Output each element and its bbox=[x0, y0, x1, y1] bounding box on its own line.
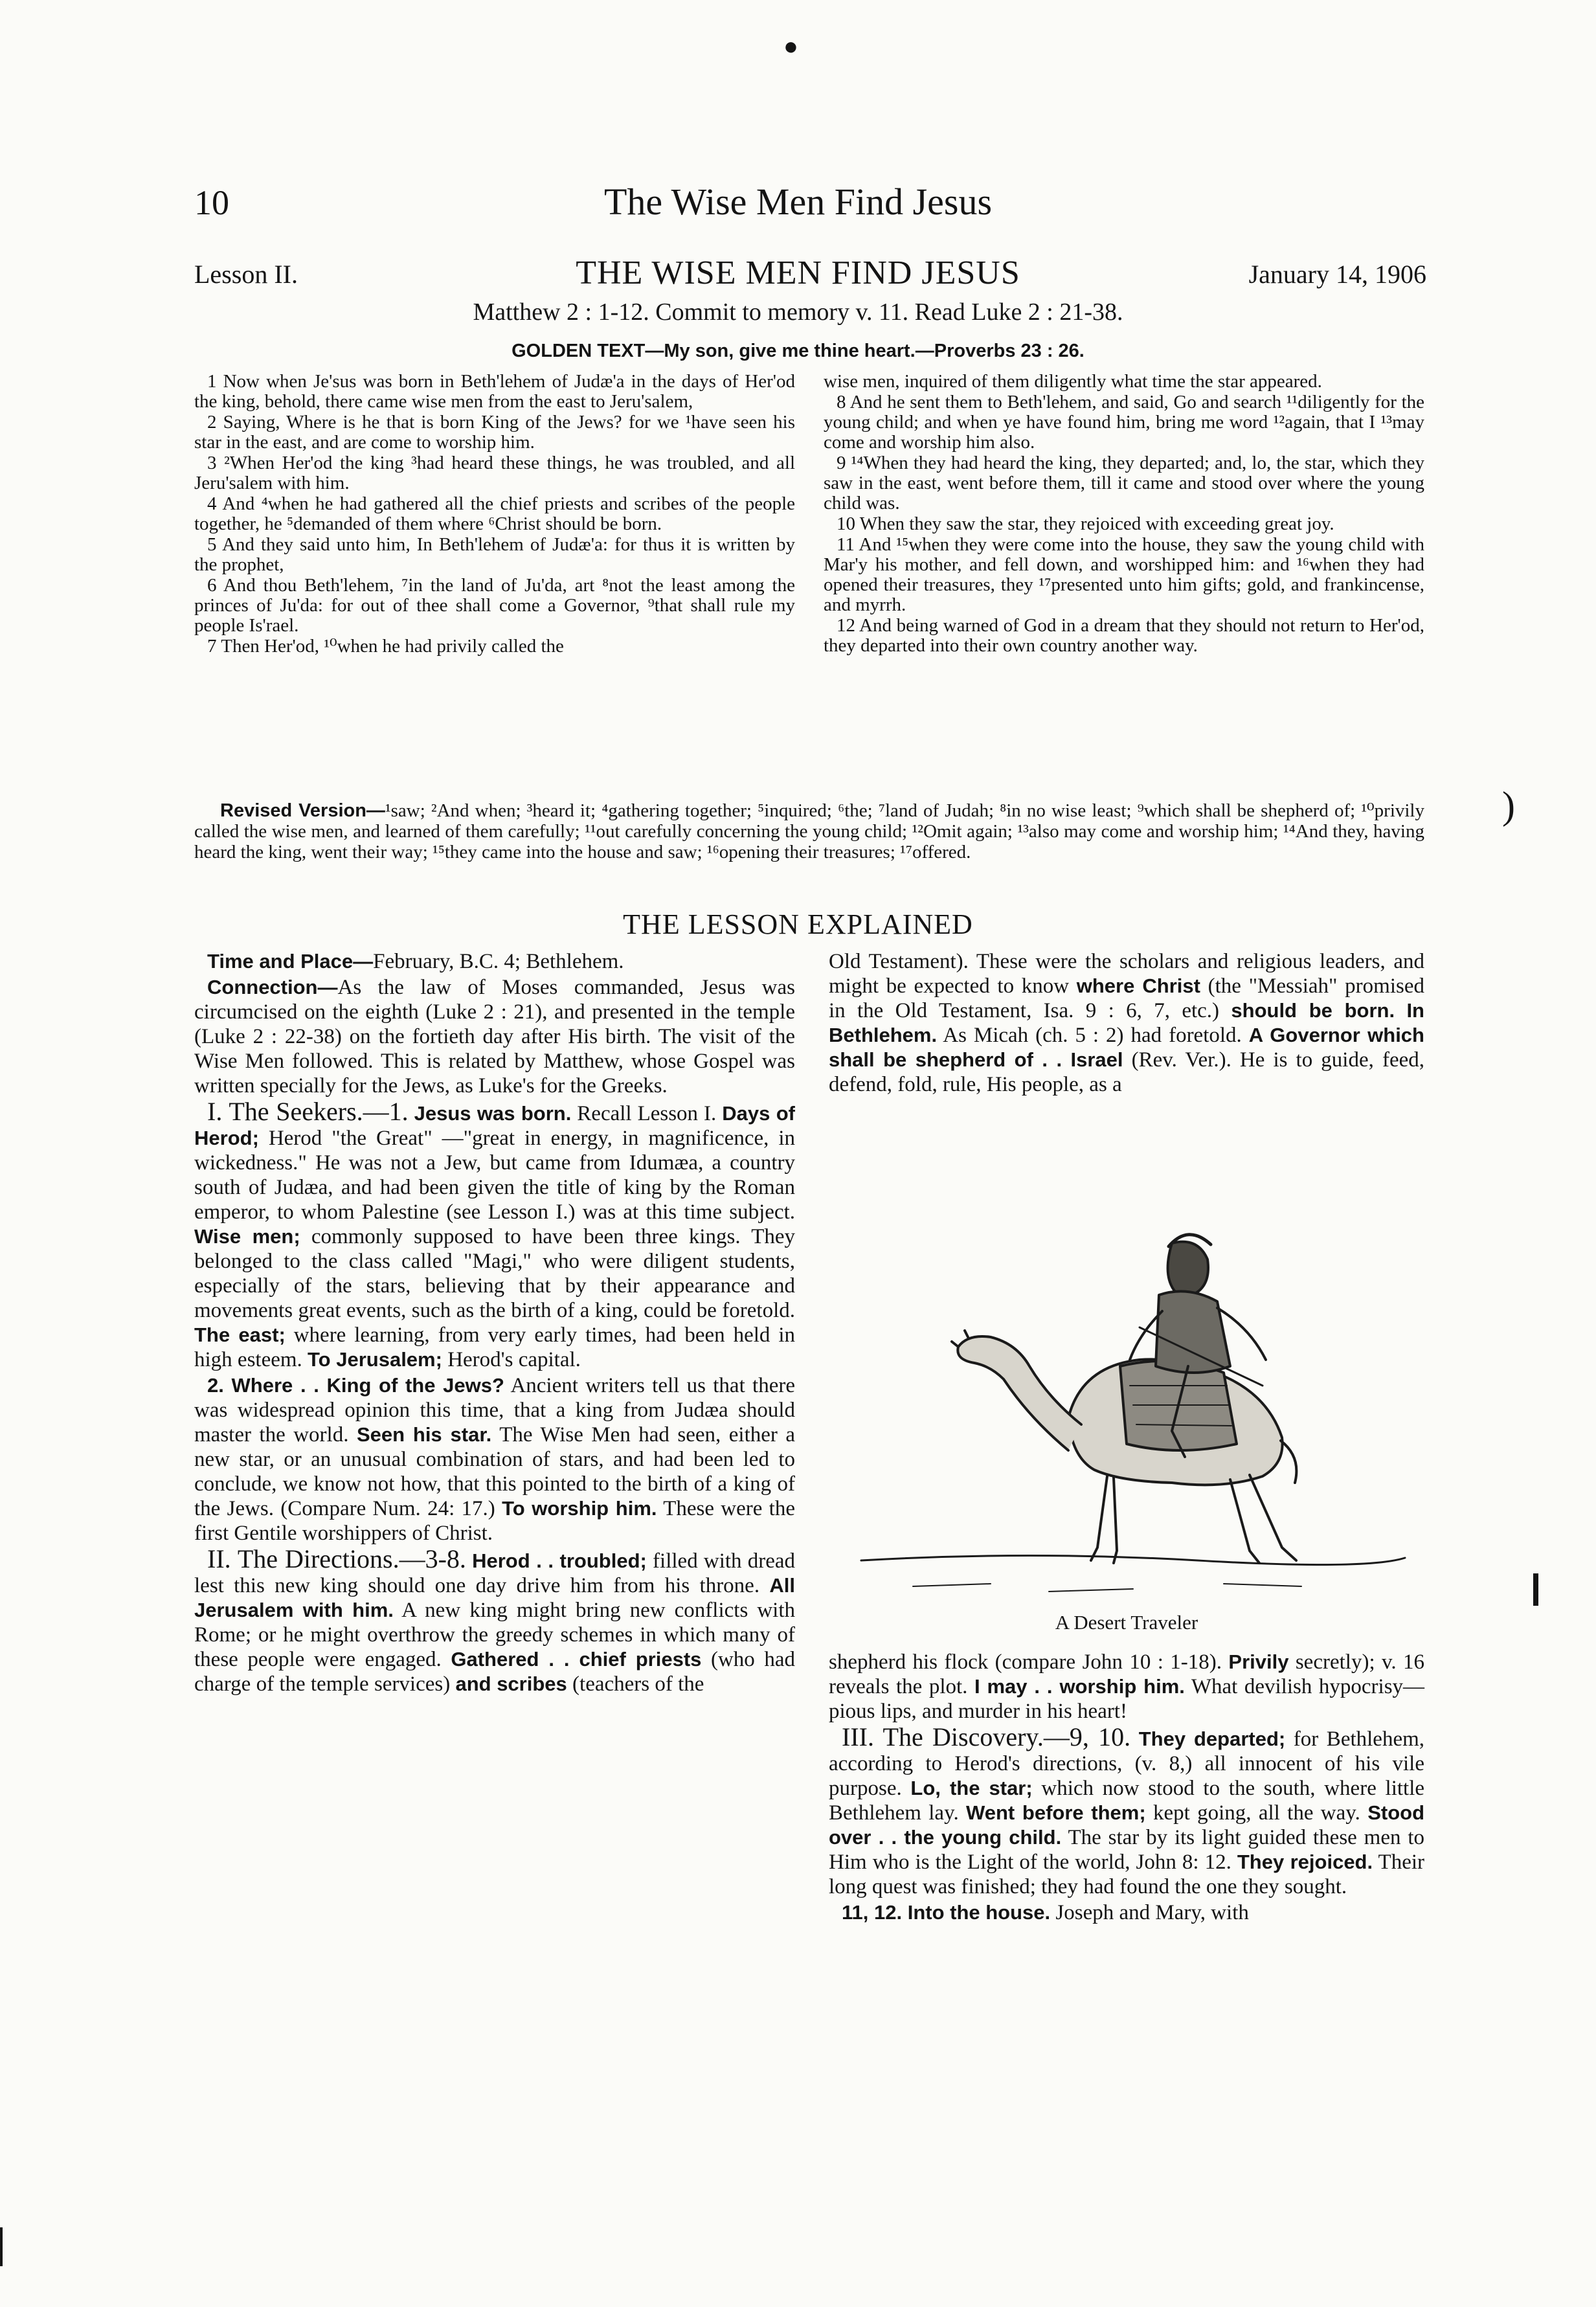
paragraph bbox=[829, 1650, 1424, 1724]
verse: 3 ²When Her'od the king ³had heard these things, he was troubled, and all Jeru'salem with him. bbox=[194, 453, 795, 493]
term: Days of Herod; bbox=[194, 1102, 795, 1149]
term: They departed; bbox=[1138, 1727, 1286, 1750]
text: The star by its light guided these men to Him who is the Light of the world, John 8: 12. bbox=[829, 1826, 1424, 1874]
term: and scribes bbox=[455, 1672, 567, 1695]
term: I may . . worship him. bbox=[974, 1675, 1185, 1698]
revised-version-notes bbox=[194, 800, 1424, 862]
time-and-place bbox=[194, 949, 795, 974]
verse: 9 ¹⁴When they had heard the king, they departed; and, lo, the star, which they saw in the east, went before them, till it came and stood over where the young child was. bbox=[824, 453, 1424, 513]
verse: 5 And they said unto him, In Beth'lehem of Judæ'a: for thus it is written by the prophet, bbox=[194, 534, 795, 575]
scan-mark-right-lower bbox=[1533, 1573, 1538, 1606]
text: These were the first Gentile worshippers of Christ. bbox=[194, 1497, 795, 1545]
term: Went before them; bbox=[966, 1801, 1146, 1824]
term: should be born. bbox=[1231, 999, 1395, 1022]
verse: 6 And thou Beth'lehem, ⁷in the land of Ju'da, art ⁸not the least among the princes of Ju'da: for out of thee shall come a Governor, ⁹that shall rule my people Is'rael. bbox=[194, 575, 795, 636]
verse: 11 And ¹⁵when they were come into the house, they saw the young child with Mar'y his mother, and fell down, and worshipped him: and ¹⁶when they had opened their treasures, they ¹⁷presented unto him gifts; gold, and frankincense, and myrrh. bbox=[824, 534, 1424, 615]
label: Connection— bbox=[207, 976, 338, 998]
golden-text: GOLDEN TEXT—My son, give me thine heart.—Proverbs 23 : 26. bbox=[511, 341, 1085, 361]
scan-mark-right: ) bbox=[1502, 784, 1515, 827]
into-the-house bbox=[829, 1900, 1424, 1925]
verses-left-column bbox=[194, 372, 795, 657]
term: To Jerusalem; bbox=[308, 1348, 442, 1371]
text: A new king might bring new conflicts with Rome; or he might overthrow the greedy schemes in which many of these people were engaged. bbox=[194, 1599, 795, 1671]
paragraph bbox=[829, 949, 1424, 1097]
text: February, B.C. 4; Bethlehem. bbox=[373, 950, 624, 973]
text: (teachers of the bbox=[572, 1672, 704, 1696]
text: Old Testament). These were the scholars and religious leaders, and might be expected to know bbox=[829, 950, 1424, 998]
term: Wise men; bbox=[194, 1225, 300, 1248]
verse: 7 Then Her'od, ¹⁰when he had privily called the bbox=[207, 636, 564, 657]
term: 2. Where . . King of the Jews? bbox=[207, 1374, 504, 1397]
text: commonly supposed to have been three kings. They belonged to the class called "Magi," who were diligent students, especially of the stars, believing that by their appearance and movements great events, such as the birth of a king, could be foretold. bbox=[194, 1225, 795, 1322]
text: which now stood to the south, where little Bethlehem lay. bbox=[829, 1777, 1425, 1825]
verse: 2 Saying, Where is he that is born King of the Jews? for we ¹have seen his star in the east, and are come to worship him. bbox=[194, 412, 795, 453]
term: Gathered . . chief priests bbox=[451, 1648, 702, 1671]
text: (the "Messiah" promised in the Old Testament, Isa. 9 : 6, 7, etc.) bbox=[829, 974, 1424, 1022]
commentary-right-column-bottom bbox=[829, 1650, 1424, 1926]
text: for Bethlehem, according to Herod's directions, (v. 8,) all innocent of his vile purpose. bbox=[829, 1727, 1425, 1800]
term: Lo, the star; bbox=[910, 1777, 1033, 1799]
term: To worship him. bbox=[502, 1497, 657, 1520]
term: where Christ bbox=[1076, 974, 1200, 997]
where-king-of-jews bbox=[194, 1373, 795, 1546]
verse: 8 And he sent them to Beth'lehem, and said, Go and search ¹¹diligently for the young child; and when ye have found him, bring me word ¹²again, that I ¹³may come and worship him also. bbox=[824, 392, 1424, 453]
lesson-title: THE WISE MEN FIND JESUS bbox=[576, 254, 1020, 291]
lesson-explained-heading: THE LESSON EXPLAINED bbox=[623, 908, 973, 940]
section-discovery bbox=[829, 1722, 1425, 1899]
label: Time and Place— bbox=[207, 950, 374, 973]
term: Privily bbox=[1228, 1650, 1289, 1673]
text: Joseph and Mary, with bbox=[1055, 1901, 1249, 1924]
text: As Micah (ch. 5 : 2) had foretold. bbox=[943, 1024, 1242, 1047]
text: secretly); v. 16 reveals the plot. bbox=[829, 1650, 1424, 1698]
commentary-left-column bbox=[194, 949, 795, 1698]
text: kept going, all the way. bbox=[1153, 1801, 1360, 1825]
section-heading: II. The Directions.—3-8. bbox=[207, 1544, 466, 1573]
term: Jesus was born. bbox=[414, 1102, 572, 1125]
verses-right-column bbox=[824, 372, 1424, 657]
term: Stood over . . the young child. bbox=[829, 1801, 1425, 1849]
verse: 10 When they saw the star, they rejoiced with exceeding great joy. bbox=[837, 513, 1334, 534]
verse: 1 Now when Je'sus was born in Beth'lehem of Judæ'a in the days of Her'od the king, behold, there came wise men from the east to Jeru'salem, bbox=[194, 371, 795, 412]
revised-version-text: ¹saw; ²And when; ³heard it; ⁴gathering together; ⁵inquired; ⁶the; ⁷land of Judah; ⁸in no wise least; ⁹which shall be shepherd of; ¹⁰privily called the wise men, and learned of them carefully; ¹¹out carefully concerning the young child; ¹²Omit again; ¹³also may come and worship him; ¹⁴And they, having heard the king, went their way; ¹⁵they came into the house and saw; ¹⁶opening their treasures; ¹⁷offered. bbox=[194, 800, 1424, 862]
page-number: 10 bbox=[194, 183, 229, 222]
scripture-reference: Matthew 2 : 1-12. Commit to memory v. 11. Read Luke 2 : 21-38. bbox=[473, 298, 1123, 326]
text: As the law of Moses commanded, Jesus was circumcised on the eighth (Luke 2 : 21), and presented in the temple (Luke 2 : 22-38) on the fortieth day after His birth. The visit of the Wise Men followed. This is related by Matthew, whose Gospel was written specially for the Jews, as Luke's for the Greeks. bbox=[194, 976, 795, 1097]
connection bbox=[194, 975, 795, 1098]
section-heading: III. The Discovery.—9, 10. bbox=[842, 1722, 1131, 1751]
desert-traveler-illustration bbox=[835, 1172, 1418, 1625]
text: The Wise Men had seen, either a new star, or an unusual combination of stars, and had been led to conclude, we know not how, that this pointed to the birth of a king of the Jews. (Compare Num. 24: 17.) bbox=[194, 1423, 796, 1520]
text: Herod's capital. bbox=[447, 1348, 581, 1371]
running-title: The Wise Men Find Jesus bbox=[603, 181, 993, 223]
term: In Bethlehem. bbox=[829, 999, 1424, 1046]
term: All Jerusalem with him. bbox=[194, 1574, 795, 1621]
section-directions bbox=[194, 1544, 796, 1696]
lesson-date: January 14, 1906 bbox=[1248, 260, 1426, 289]
text: filled with dread lest this new king should one day drive him from his throne. bbox=[194, 1549, 796, 1597]
section-heading: I. The Seekers.—1. bbox=[207, 1097, 409, 1126]
page-ornament: ● bbox=[783, 33, 798, 60]
text: (who had charge of the temple services) bbox=[194, 1648, 796, 1696]
illustration-caption: A Desert Traveler bbox=[1055, 1611, 1198, 1634]
verse: 12 And being warned of God in a dream that they should not return to Her'od, they departed into their own country another way. bbox=[824, 615, 1424, 656]
text: Ancient writers tell us that there was widespread opinion this time, that a king from Judæa should master the world. bbox=[194, 1374, 796, 1446]
revised-version-label: Revised Version— bbox=[220, 800, 385, 821]
term: They rejoiced. bbox=[1237, 1851, 1373, 1873]
scan-mark-left bbox=[0, 2227, 3, 2266]
section-seekers bbox=[194, 1099, 795, 1372]
commentary-right-column-top bbox=[829, 949, 1424, 1098]
term: Seen his star. bbox=[356, 1423, 492, 1446]
verse: wise men, inquired of them diligently what time the star appeared. bbox=[824, 371, 1322, 392]
term: Herod . . troubled; bbox=[472, 1549, 647, 1572]
text: What devilish hypocrisy—pious lips, and murder in his heart! bbox=[829, 1675, 1425, 1723]
text: where learning, from very early times, had been held in high esteem. bbox=[194, 1323, 795, 1371]
text: Recall Lesson I. bbox=[577, 1102, 717, 1125]
verse: 4 And ⁴when he had gathered all the chief priests and scribes of the people together, he ⁵demanded of them where ⁶Christ should be born. bbox=[194, 493, 795, 534]
text: Herod "the Great" —"great in energy, in magnificence, in wickedness." He was not a Jew, but came from Idumæa, a country south of Judæa, and had been given the title of king by the Roman emperor, to whom Palestine (see Lesson I.) was at this time subject. bbox=[194, 1127, 795, 1224]
term: A Governor which shall be shepherd of . . Israel bbox=[829, 1024, 1424, 1071]
lesson-number: Lesson II. bbox=[194, 260, 298, 289]
term: 11, 12. Into the house. bbox=[842, 1901, 1051, 1924]
text: shepherd his flock (compare John 10 : 1-18). bbox=[829, 1650, 1222, 1674]
term: The east; bbox=[194, 1323, 286, 1346]
text: Their long quest was finished; they had found the one they sought. bbox=[829, 1851, 1425, 1898]
text: (Rev. Ver.). He is to guide, feed, defend, fold, rule, His people, as a bbox=[829, 1048, 1424, 1096]
